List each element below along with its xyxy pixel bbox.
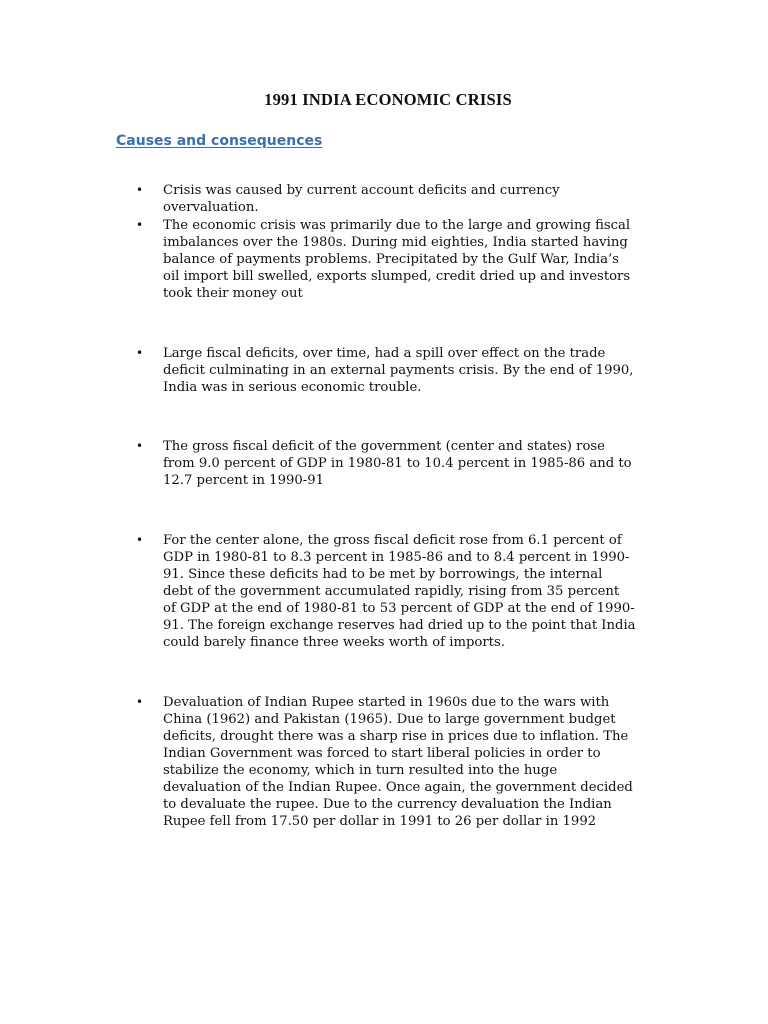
- bullet-item: [136, 694, 636, 830]
- bullet-item: [136, 532, 636, 651]
- bullet-text: Devaluation of Indian Rupee started in 1960s due to the wars with China (1962) and Pakistan (1965). Due to large government budget deficits, drought there was a sharp rise in prices due to inflation. The Indian Government was forced to start liberal policies in order to stabilize the economy, which in turn resulted into the huge devaluation of the Indian Rupee. Once again, the government decided to devaluate the rupee. Due to the currency devaluation the Indian Rupee fell from 17.50 per dollar in 1991 to 26 per dollar in 1992: [163, 695, 633, 829]
- bullet-icon: •: [136, 346, 144, 360]
- bullet-icon: •: [136, 183, 144, 197]
- bullet-item: [136, 345, 636, 396]
- bullet-icon: •: [136, 695, 144, 709]
- bullet-text: Crisis was caused by current account deficits and currency overvaluation.: [163, 183, 560, 215]
- bullet-text: Large fiscal deficits, over time, had a spill over effect on the trade deficit culminating in an external payments crisis. By the end of 1990, India was in serious economic trouble.: [163, 346, 634, 395]
- bullet-item: [136, 438, 636, 489]
- document-title: 1991 INDIA ECONOMIC CRISIS: [264, 90, 512, 109]
- bullet-icon: •: [136, 533, 144, 547]
- bullet-item: [136, 182, 636, 216]
- bullet-icon: •: [136, 439, 144, 453]
- section-heading: Causes and consequences: [116, 133, 323, 149]
- bullet-text: The economic crisis was primarily due to the large and growing fiscal imbalances over the 1980s. During mid eighties, India started having balance of payments problems. Precipitated by the Gulf War, India’s oil import bill swelled, exports slumped, credit dried up and investors took their money out: [163, 218, 631, 301]
- bullet-icon: •: [136, 218, 144, 232]
- bullet-text: For the center alone, the gross fiscal deficit rose from 6.1 percent of GDP in 1980-81 to 8.3 percent in 1985-86 and to 8.4 percent in 1990-91. Since these deficits had to be met by borrowings, the internal debt of the government accumulated rapidly, rising from 35 percent of GDP at the end of 1980-81 to 53 percent of GDP at the end of 1990-91. The foreign exchange reserves had dried up to the point that India could barely finance three weeks worth of imports.: [163, 533, 636, 650]
- bullet-text: The gross fiscal deficit of the government (center and states) rose from 9.0 percent of GDP in 1980-81 to 10.4 percent in 1985-86 and to 12.7 percent in 1990-91: [163, 439, 632, 488]
- bullet-item: [136, 217, 636, 302]
